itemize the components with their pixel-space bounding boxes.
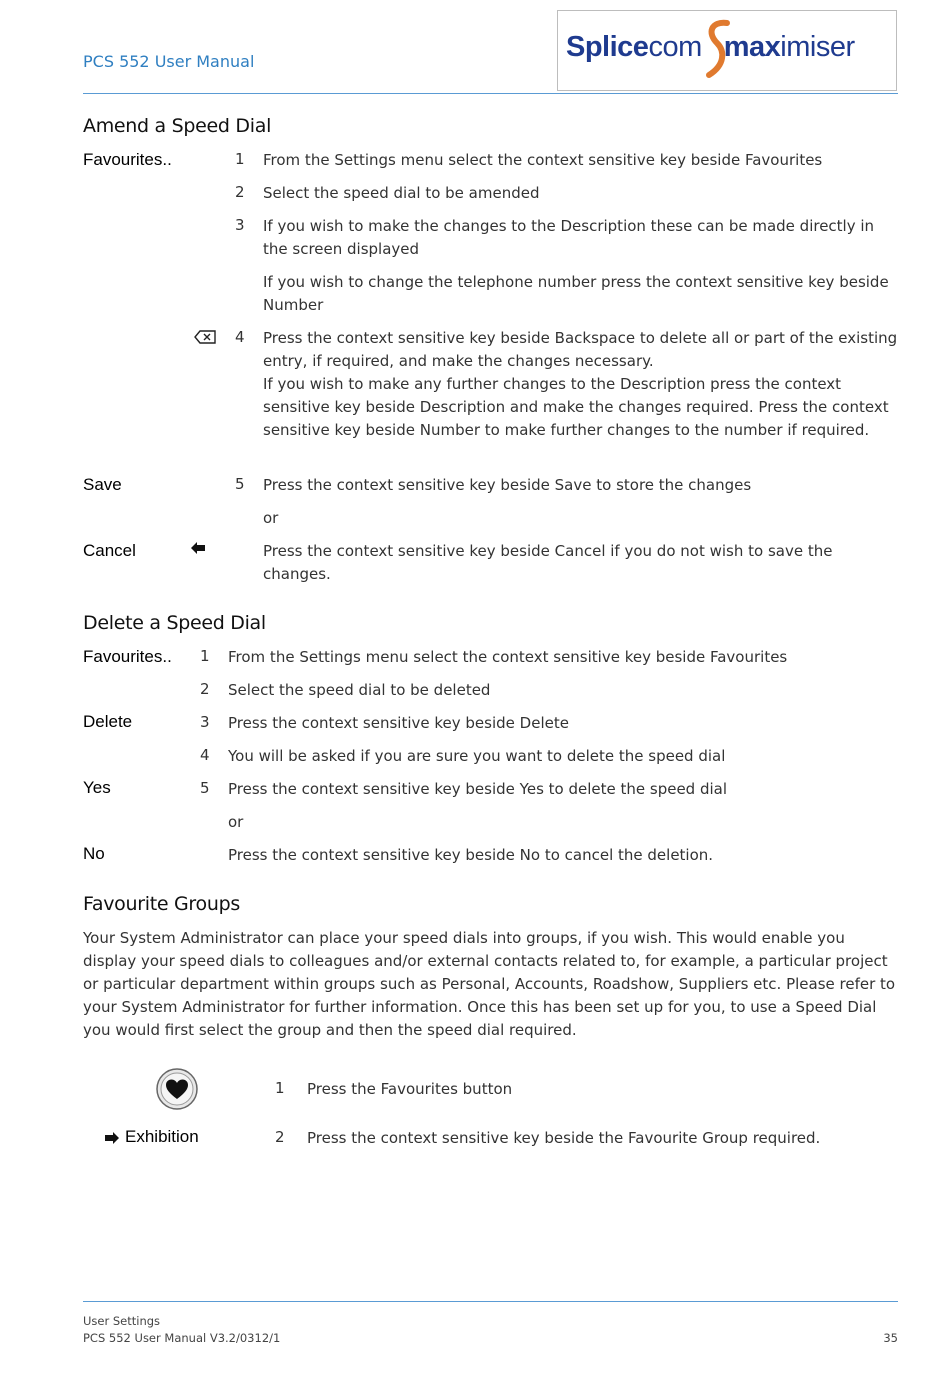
step-number: 4 <box>200 746 210 764</box>
step-text: If you wish to make the changes to the Description these can be made directly in the screen displayed <box>263 217 875 258</box>
favourites-heart-button-icon <box>155 1067 199 1111</box>
step-number: 3 <box>200 713 210 731</box>
save-key-label: Save <box>83 475 122 494</box>
amend-heading: Amend a Speed Dial <box>83 115 272 137</box>
step-text: Press the context sensitive key beside Cancel if you do not wish to save the changes. <box>263 542 833 583</box>
step-number: 2 <box>200 680 210 698</box>
step-number: 5 <box>235 475 245 493</box>
step-text: Select the speed dial to be deleted <box>228 681 491 699</box>
forward-arrow-icon <box>104 1131 120 1145</box>
step-text: Select the speed dial to be amended <box>263 184 540 202</box>
delete-heading: Delete a Speed Dial <box>83 612 266 634</box>
step-text: Press the Favourites button <box>307 1080 513 1098</box>
step-text: Press the context sensitive key beside No to cancel the deletion. <box>228 846 714 864</box>
step-number: 1 <box>275 1079 285 1097</box>
page-number: 35 <box>883 1331 898 1345</box>
step-text: From the Settings menu select the context sensitive key beside Favourites <box>263 151 823 169</box>
header-rule <box>83 93 898 94</box>
step-text: From the Settings menu select the context sensitive key beside Favourites <box>228 648 788 666</box>
step-number: 4 <box>235 328 245 346</box>
step-number: 2 <box>235 183 245 201</box>
yes-key-label: Yes <box>83 778 111 797</box>
step-number: 3 <box>235 216 245 234</box>
footer-doc-id: PCS 552 User Manual V3.2/0312/1 <box>83 1331 281 1345</box>
no-key-label: No <box>83 844 105 863</box>
favourites-key-label: Favourites.. <box>83 150 172 169</box>
step-text: You will be asked if you are sure you want to delete the speed dial <box>228 747 726 765</box>
step-text: Press the context sensitive key beside Save to store the changes <box>263 476 752 494</box>
groups-paragraph: Your System Administrator can place your speed dials into groups, if you wish. This would enable you display your speed dials to colleagues and/or external contacts related to, for example, a particular project or particular department within groups such as Personal, Accounts, Roadshow, Suppliers etc. Please refer to your System Administrator for further information. Once this has been set up for you, to use a Speed Dial you would first select the group and then the speed dial required. <box>83 929 896 1039</box>
exhibition-key-label: Exhibition <box>125 1127 199 1146</box>
footer-section: User Settings <box>83 1314 161 1328</box>
manual-title: PCS 552 User Manual <box>83 52 255 71</box>
step-number: 2 <box>275 1128 285 1146</box>
or-text: or <box>263 509 279 527</box>
step-note: If you wish to change the telephone number press the context sensitive key beside Number <box>263 273 889 314</box>
step-number: 1 <box>200 647 210 665</box>
swoosh-s-icon <box>703 15 733 85</box>
or-text: or <box>228 813 244 831</box>
favourites-key-label: Favourites.. <box>83 647 172 666</box>
step-text: Press the context sensitive key beside Yes to delete the speed dial <box>228 780 728 798</box>
step-number: 5 <box>200 779 210 797</box>
step-text: Press the context sensitive key beside the Favourite Group required. <box>307 1129 821 1147</box>
step-text: Press the context sensitive key beside Backspace to delete all or part of the existing entry, if required, and make the changes necessary. <box>263 329 898 370</box>
footer-rule <box>83 1301 898 1302</box>
step-number: 1 <box>235 150 245 168</box>
splicecom-maximiser-logo: Splicecom maximiser <box>557 10 897 91</box>
groups-heading: Favourite Groups <box>83 893 240 915</box>
delete-key-label: Delete <box>83 712 133 731</box>
backspace-icon <box>194 330 216 344</box>
step-note: If you wish to make any further changes to the Description press the context sensitive key beside Description and make the changes required. Press the context sensitive key beside Number to make further changes to the number if required. <box>263 375 889 439</box>
cancel-key-label: Cancel <box>83 541 136 560</box>
back-arrow-icon <box>190 541 206 555</box>
step-text: Press the context sensitive key beside Delete <box>228 714 569 732</box>
